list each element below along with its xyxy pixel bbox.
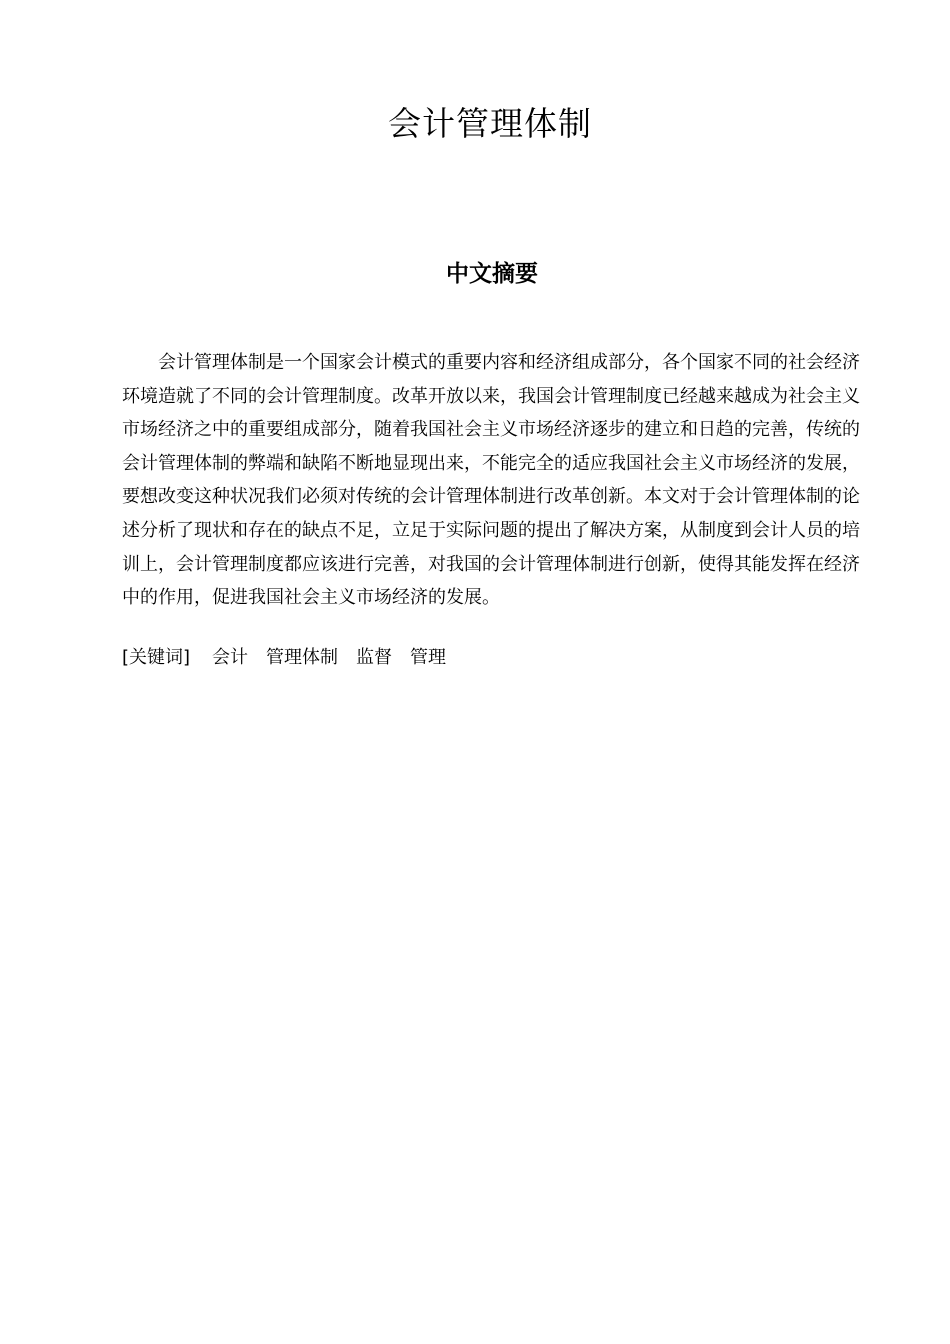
- keyword-item: 监督: [356, 647, 393, 668]
- keywords-label: [关键词]: [122, 647, 191, 668]
- abstract-heading: 中文摘要: [446, 261, 538, 287]
- keyword-item: 会计: [212, 647, 249, 668]
- document-title: 会计管理体制: [388, 104, 592, 143]
- keyword-item: 管理体制: [266, 647, 339, 668]
- abstract-paragraph: 会计管理体制是一个国家会计模式的重要内容和经济组成部分，各个国家不同的社会经济环境造就了不同的会计管理制度。改革开放以来，我国会计管理制度已经越来越成为社会主义市场经济之中的重要组成部分，随着我国社会主义市场经济逐步的建立和日趋的完善，传统的会计管理体制的弊端和缺陷不断地显现出来，不能完全的适应我国社会主义市场经济的发展，要想改变这种状况我们必须对传统的会计管理体制进行改革创新。本文对于会计管理体制的论述分析了现状和存在的缺点不足，立足于实际问题的提出了解决方案，从制度到会计人员的培训上，会计管理制度都应该进行完善，对我国的会计管理体制进行创新，使得其能发挥在经济中的作用，促进我国社会主义市场经济的发展。: [122, 352, 860, 609]
- keyword-item: 管理: [410, 647, 447, 668]
- keywords-line: [122, 644, 860, 672]
